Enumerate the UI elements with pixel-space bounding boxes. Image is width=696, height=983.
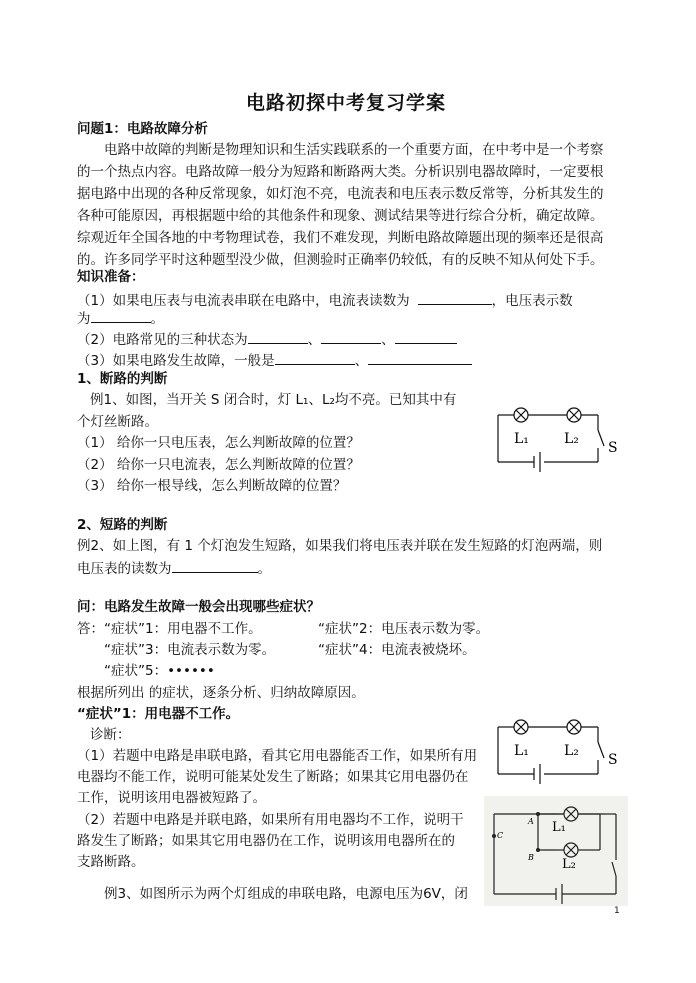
prep-item-1-cont: 为 。: [77, 308, 164, 328]
answer-blank[interactable]: [91, 308, 151, 323]
example-1-line-2: 个灯丝断路。: [77, 414, 158, 430]
diagnosis-2-line-2: 路发生了断路；如果其它用电器仍在工作，说明该用电器所在的: [77, 833, 455, 849]
switch-label: S: [608, 752, 618, 768]
section-heading-q1: 问题1：电路故障分析: [77, 121, 208, 137]
lamp-l2-label: L₂: [564, 743, 579, 759]
symptom-4: “症状”4：电流表被烧坏。: [318, 642, 476, 658]
prep-heading: 知识准备：: [77, 269, 145, 285]
lamp-l1-label: L₁: [514, 743, 529, 759]
example-2-line-2: 电压表的读数为 。: [77, 558, 271, 578]
intro-line-1: 电路中故障的判断是物理知识和生活实践联系的一个重要方面，在中考中是一个考察: [104, 142, 604, 158]
section-heading-open: 1、断路的判断: [77, 371, 168, 387]
answer-blank[interactable]: [368, 350, 472, 365]
prep-item-2: （2）电路常见的三种状态为 、 、: [77, 329, 457, 349]
page-number: 1: [614, 906, 620, 916]
node-a-label: A: [528, 817, 534, 826]
lamp-l2-label: L₂: [564, 431, 579, 447]
answer-blank[interactable]: [172, 558, 258, 573]
lamp-l1-label: L₁: [552, 820, 566, 835]
page-title: 电路初探中考复习学案: [246, 92, 447, 114]
diagnosis-1-line-3: 工作，说明该用电器被短路了。: [77, 790, 266, 806]
prep-item-3: （3）如果电路发生故障，一般是 、: [77, 350, 472, 370]
symptom-1-subheading: “症状”1：用电器不工作。: [77, 706, 240, 722]
node-b-label: B: [528, 853, 534, 862]
answer-blank[interactable]: [275, 350, 355, 365]
node-c-label: C: [497, 831, 504, 840]
intro-line-6: 的。许多同学平时这种题型没少做，但测验时正确率仍较低，有的反映不知从何处下手。: [77, 252, 604, 268]
diagnosis-2-line-3: 支路断路。: [77, 854, 145, 870]
series-circuit-diagram-1: [490, 400, 625, 475]
switch-label: S: [608, 440, 618, 456]
intro-line-4: 各种可能原因，再根据题中给的其他条件和现象、测试结果等进行综合分析，确定故障。: [77, 208, 604, 224]
diagnosis-label: 诊断：: [90, 727, 131, 743]
intro-line-2: 的一个热点内容。电路故障一般分为短路和断路两大类。分析识别电器故障时，一定要根: [77, 164, 604, 180]
answer-blank[interactable]: [248, 329, 308, 344]
example-1-line-1: 例1、如图，当开关 S 闭合时，灯 L₁、L₂均不亮。已知其中有: [90, 392, 457, 408]
prep-item-1: （1）如果电压表与电流表串联在电路中，电流表读数为 ，电压表示数: [77, 290, 573, 310]
answer-blank[interactable]: [395, 329, 457, 344]
symptom-1: 答：“症状”1：用电器不工作。: [77, 621, 262, 637]
symptoms-heading: 问：电路发生故障一般会出现哪些症状？: [77, 599, 320, 615]
section-heading-short: 2、短路的判断: [77, 517, 168, 533]
example-3-line-1: 例3、如图所示为两个灯组成的串联电路，电源电压为6V，闭: [104, 886, 468, 902]
diagnosis-1-line-1: （1）若题中电路是串联电路，看其它用电器能否工作，如果所有用: [77, 748, 478, 764]
diagnosis-2-line-1: （2）若题中电路是并联电路，如果所有用电器均不工作，说明干: [77, 812, 464, 828]
example-2-line-1: 例2、如上图，有 1 个灯泡发生短路，如果我们将电压表并联在发生短路的灯泡两端，则: [77, 538, 603, 554]
answer-blank[interactable]: [418, 290, 492, 305]
symptom-2: “症状”2：电压表示数为零。: [318, 621, 490, 637]
analysis-text: 根据所列出 的症状，逐条分析、归纳故障原因。: [77, 685, 365, 701]
series-circuit-diagram-2: [490, 712, 625, 787]
symptom-3: “症状”3：电流表示数为零。: [104, 642, 276, 658]
diagnosis-1-line-2: 电器均不能工作，说明可能某处发生了断路；如果其它用电器仍在: [77, 769, 469, 785]
parallel-circuit-diagram: [484, 796, 628, 906]
answer-blank[interactable]: [321, 329, 381, 344]
example-1-question-2: （2） 给你一只电流表，怎么判断故障的位置？: [77, 457, 360, 473]
symptom-5: “症状”5：••••••: [104, 663, 215, 679]
example-1-question-1: （1） 给你一只电压表，怎么判断故障的位置？: [77, 435, 360, 451]
intro-line-5: 综观近年全国各地的中考物理试卷，我们不难发现，判断电路故障题出现的频率还是很高: [77, 230, 604, 246]
lamp-l1-label: L₁: [514, 431, 529, 447]
example-1-question-3: （3） 给你一根导线，怎么判断故障的位置？: [77, 478, 347, 494]
intro-line-3: 据电路中出现的各种反常现象，如灯泡不亮，电流表和电压表示数反常等，分析其发生的: [77, 186, 604, 202]
lamp-l2-label: L₂: [562, 857, 576, 872]
